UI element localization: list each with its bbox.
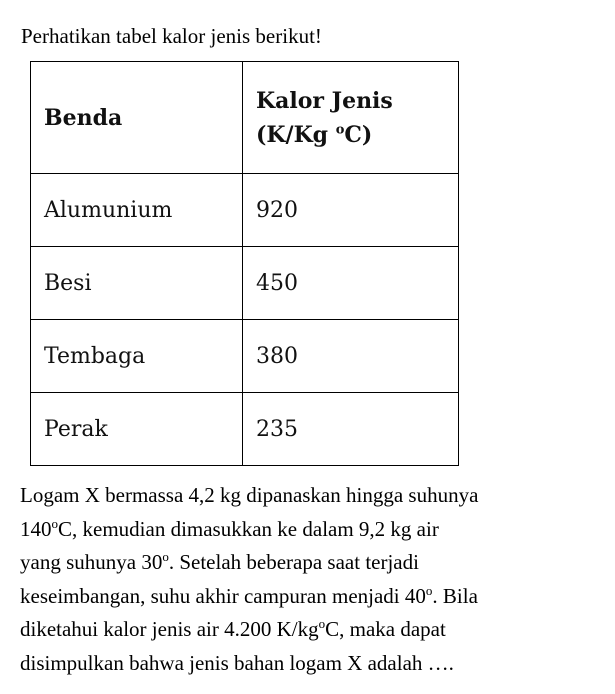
header-benda: Benda [31,62,243,174]
question-line-6: disimpulkan bahwa jenis bahan logam X adalah …. [20,650,454,675]
question-line-4-text: . Bila [432,583,478,608]
cell-benda: Perak [31,393,243,466]
intro-text: Perhatikan tabel kalor jenis berikut! [21,24,322,48]
table-row [31,320,459,393]
question-line-3 [20,546,612,580]
question-line-5-text: C, maka dapat [325,617,446,642]
cell-kalor: 920 [243,174,459,247]
question-line-2 [20,513,612,547]
degree-symbol: o [318,616,326,632]
question-paragraph [20,479,612,681]
table-row [31,247,459,320]
header-kalor-unit-open: (K/Kg [256,121,336,148]
table-header-row [31,62,459,174]
question-line-1: Logam X bermassa 4,2 kg dipanaskan hingga suhunya [20,483,479,507]
table-row [31,174,459,247]
cell-benda: Besi [31,247,243,320]
header-kalor-jenis [243,62,459,174]
degree-symbol: o [162,549,169,565]
header-kalor-unit-close: C) [344,121,373,148]
specific-heat-table [30,61,459,466]
question-line-5 [20,613,612,647]
final-temperature: keseimbangan, suhu akhir campuran menjadi 40 [20,583,426,608]
question-line-4 [20,580,612,614]
water-specific-heat: diketahui kalor jenis air 4.200 K/kg [20,617,319,642]
initial-temperature: 140 [20,516,52,541]
cell-kalor: 380 [243,320,459,393]
table-row [31,393,459,466]
degree-symbol: o [425,582,433,598]
cell-benda: Tembaga [31,320,243,393]
cell-benda: Alumunium [31,174,243,247]
header-kalor-degree: o [335,122,345,138]
question-line-2-text: C, kemudian dimasukkan ke dalam 9,2 kg air [58,516,439,541]
header-kalor-line1: Kalor Jenis [256,87,393,114]
question-line-3-text: . Setelah beberapa saat terjadi [168,550,419,575]
cell-kalor: 450 [243,247,459,320]
water-temperature: yang suhunya 30 [20,550,163,575]
cell-kalor: 235 [243,393,459,466]
degree-symbol: o [51,515,58,531]
